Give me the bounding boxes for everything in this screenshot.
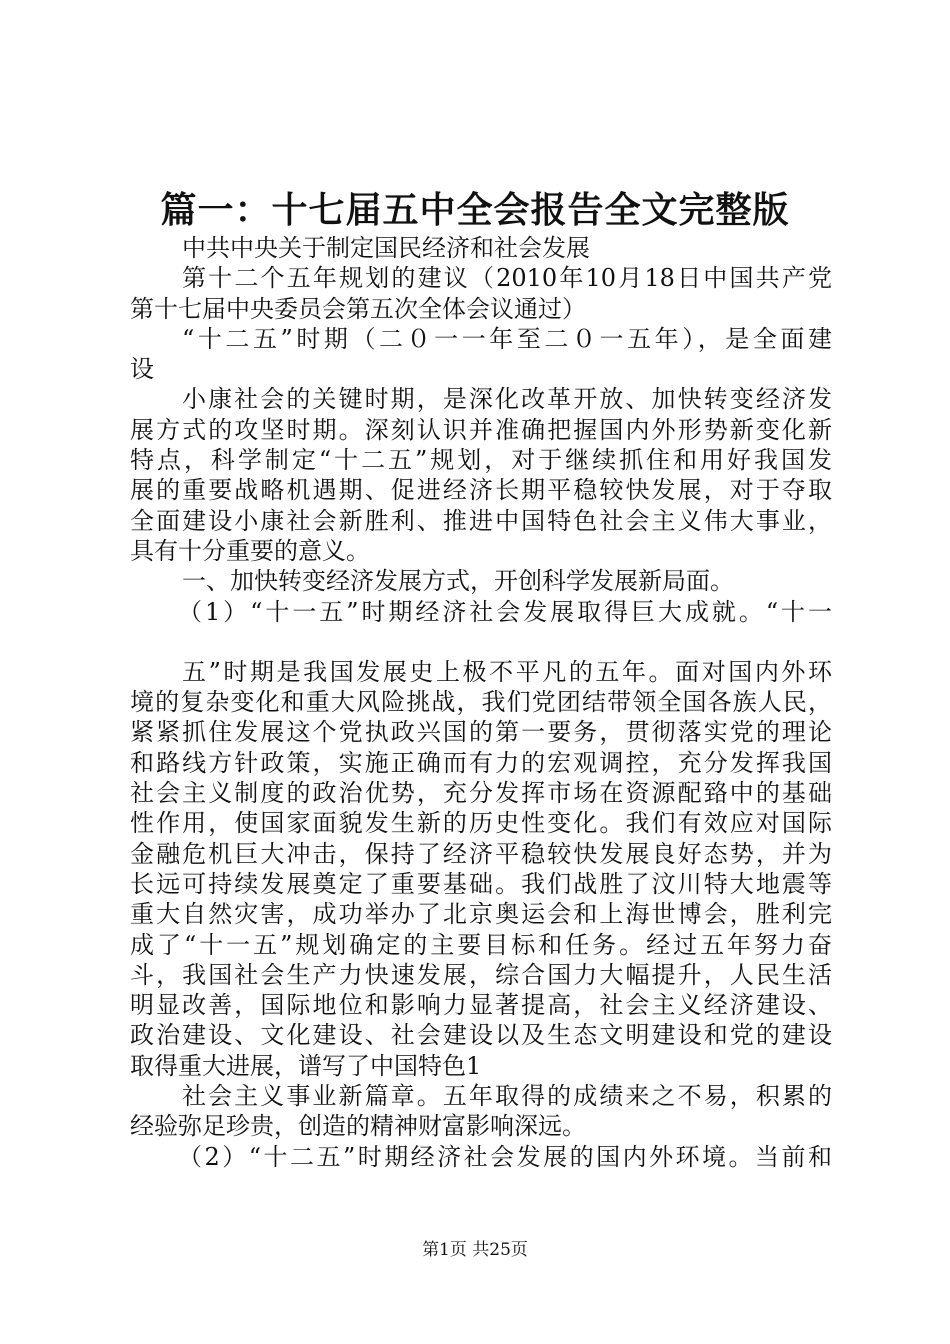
text-line: 金融危机巨大冲击，保持了经济平稳较快发展良好态势，并为 xyxy=(130,839,832,868)
text-line: 社会主义事业新篇章。五年取得的成绩来之不易，积累的 xyxy=(182,1082,832,1111)
text-line: “十二五”时期（二０一一年至二０一五年），是全面建 xyxy=(182,324,832,353)
text-line: 长远可持续发展奠定了重要基础。我们战胜了汶川特大地震等 xyxy=(130,869,832,898)
page-number: 第1页 共25页 xyxy=(422,1240,528,1260)
paragraph-gap xyxy=(130,627,832,657)
text-line: 展方式的攻坚时期。深刻认识并准确把握国内外形势新变化新 xyxy=(130,415,832,444)
text-line: 性作用，使国家面貌发生新的历史性变化。我们有效应对国际 xyxy=(130,809,832,838)
text-line: 明显改善，国际地位和影响力显著提高，社会主义经济建设、 xyxy=(130,991,832,1020)
text-line: 五”时期是我国发展史上极不平凡的五年。面对国内外环 xyxy=(182,657,832,686)
text-line: 境的复杂变化和重大风险挑战，我们党团结带领全国各族人民， xyxy=(130,688,832,717)
text-line: 展的重要战略机遇期、促进经济长期平稳较快发展，对于夺取 xyxy=(130,476,832,505)
document-title: 篇一：十七届五中全会报告全文完整版 xyxy=(160,189,790,231)
document-body xyxy=(130,233,832,1172)
text-line: 小康社会的关键时期，是深化改革开放、加快转变经济发 xyxy=(182,385,832,414)
text-line: 设 xyxy=(130,355,154,384)
text-line: 政治建设、文化建设、社会建设以及生态文明建设和党的建设 xyxy=(130,1021,832,1050)
text-line: 紧紧抓住发展这个党执政兴国的第一要务，贯彻落实党的理论 xyxy=(130,718,832,747)
text-line: （1）“十一五”时期经济社会发展取得巨大成就。“十一 xyxy=(178,597,832,626)
text-line: 斗，我国社会生产力快速发展，综合国力大幅提升，人民生活 xyxy=(130,960,832,989)
text-line: （2）“十二五”时期经济社会发展的国内外环境。当前和 xyxy=(178,1142,832,1171)
text-line: 重大自然灾害，成功举办了北京奥运会和上海世博会，胜利完 xyxy=(130,900,832,929)
text-line: 第十七届中央委员会第五次全体会议通过） xyxy=(130,294,586,323)
text-line: 第十二个五年规划的建议（2010年10月18日中国共产党 xyxy=(182,264,832,293)
text-line: 全面建设小康社会新胜利、推进中国特色社会主义伟大事业， xyxy=(130,506,832,535)
text-line: 特点，科学制定“十二五”规划，对于继续抓住和用好我国发 xyxy=(130,446,832,475)
text-line: 取得重大进展，谱写了中国特色1 xyxy=(130,1051,482,1080)
text-line: 中共中央关于制定国民经济和社会发展 xyxy=(182,234,590,262)
text-line: 经验弥足珍贵，创造的精神财富影响深远。 xyxy=(130,1112,586,1141)
text-line: 成了“十一五”规划确定的主要目标和任务。经过五年努力奋 xyxy=(130,930,832,959)
text-line: 一、加快转变经济发展方式，开创科学发展新局面。 xyxy=(182,567,734,596)
text-line: 具有十分重要的意义。 xyxy=(130,536,370,565)
text-line: 和路线方针政策，实施正确而有力的宏观调控，充分发挥我国 xyxy=(130,748,832,777)
text-line: 社会主义制度的政治优势，充分发挥市场在资源配臵中的基础 xyxy=(130,779,832,808)
